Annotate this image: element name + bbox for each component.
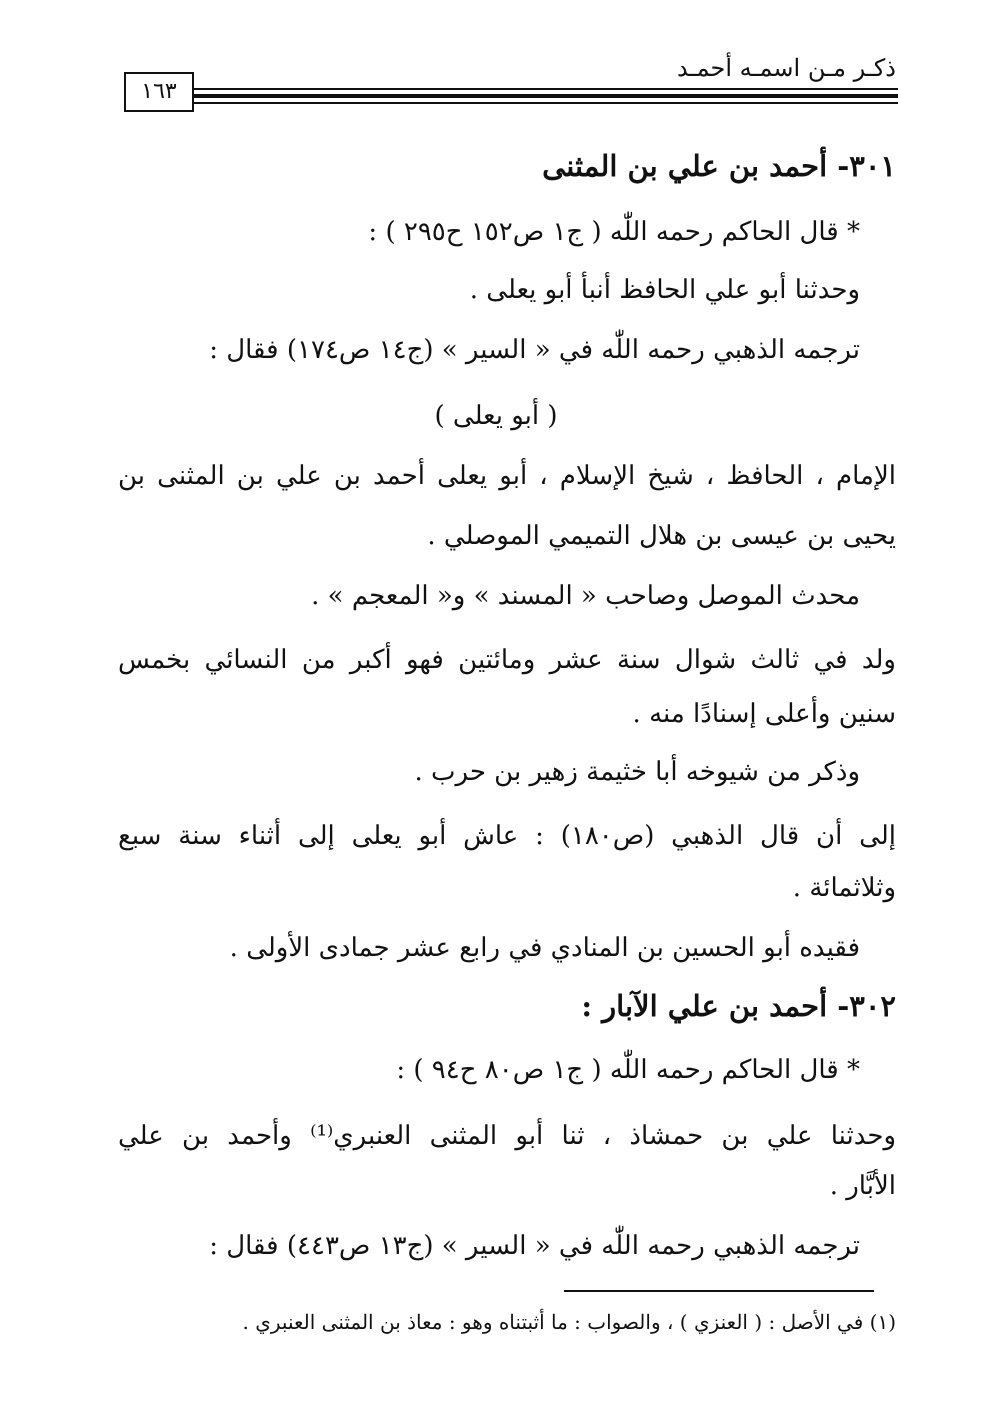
- text-line: وحدثنا علي بن حمشاذ ، ثنا أبو المثنى العنبري⁽¹⁾ وأحمد بن علي: [118, 1121, 896, 1151]
- header-rule: [194, 102, 898, 104]
- text-line: الأبَّار .: [829, 1171, 896, 1201]
- text-line: الإمام ، الحافظ ، شيخ الإسلام ، أبو يعلى أحمد بن علي بن المثنى بن: [118, 461, 896, 491]
- header-rule: [194, 94, 898, 98]
- text-line: إلى أن قال الذهبي (ص١٨٠) : عاش أبو يعلى إلى أثناء سنة سبع: [118, 821, 896, 851]
- text-line: * قال الحاكم رحمه اللّٰه ( ج١ ص١٥٢ ح٢٩٥ ) :: [368, 217, 860, 247]
- text-line: فقيده أبو الحسين بن المنادي في رابع عشر جمادى الأولى .: [229, 933, 860, 963]
- entry-heading: ٣٠٢- أحمد بن علي الآبار :: [581, 989, 896, 1023]
- entry-heading: ٣٠١- أحمد بن علي بن المثنى: [542, 149, 896, 183]
- footnote: (١) في الأصل : ( العنزي ) ، والصواب : ما أثبتناه وهو : معاذ بن المثنى العنبري .: [242, 1310, 896, 1334]
- text-line: وذكر من شيوخه أبا خثيمة زهير بن حرب .: [414, 757, 860, 787]
- page-number: ١٦٣: [124, 72, 194, 112]
- text-line: ترجمه الذهبي رحمه اللّٰه في « السير » (ج١٣ ص٤٤٣) فقال :: [209, 1231, 860, 1261]
- text-line: ولد في ثالث شوال سنة عشر ومائتين فهو أكبر من النسائي بخمس: [118, 645, 896, 675]
- text-line: وحدثنا أبو علي الحافظ أنبأ أبو يعلى .: [469, 275, 860, 305]
- text-line: سنين وأعلى إسنادًا منه .: [632, 699, 896, 729]
- text-line: محدث الموصل وصاحب « المسند » و« المعجم » .: [311, 581, 860, 611]
- section-subtitle: ( أبو يعلى ): [434, 401, 558, 431]
- text-line: وثلاثمائة .: [792, 873, 896, 903]
- text-line: يحيى بن عيسى بن هلال التميمي الموصلي .: [427, 521, 896, 551]
- header-rule: [194, 88, 898, 90]
- text-line: ترجمه الذهبي رحمه اللّٰه في « السير » (ج١٤ ص١٧٤) فقال :: [209, 335, 860, 365]
- running-title: ذكـر مـن اسمـه أحمـد: [677, 54, 896, 82]
- text-line: * قال الحاكم رحمه اللّٰه ( ج١ ص٨٠ ح٩٤ ) :: [396, 1055, 860, 1085]
- footnote-rule: [564, 1290, 874, 1292]
